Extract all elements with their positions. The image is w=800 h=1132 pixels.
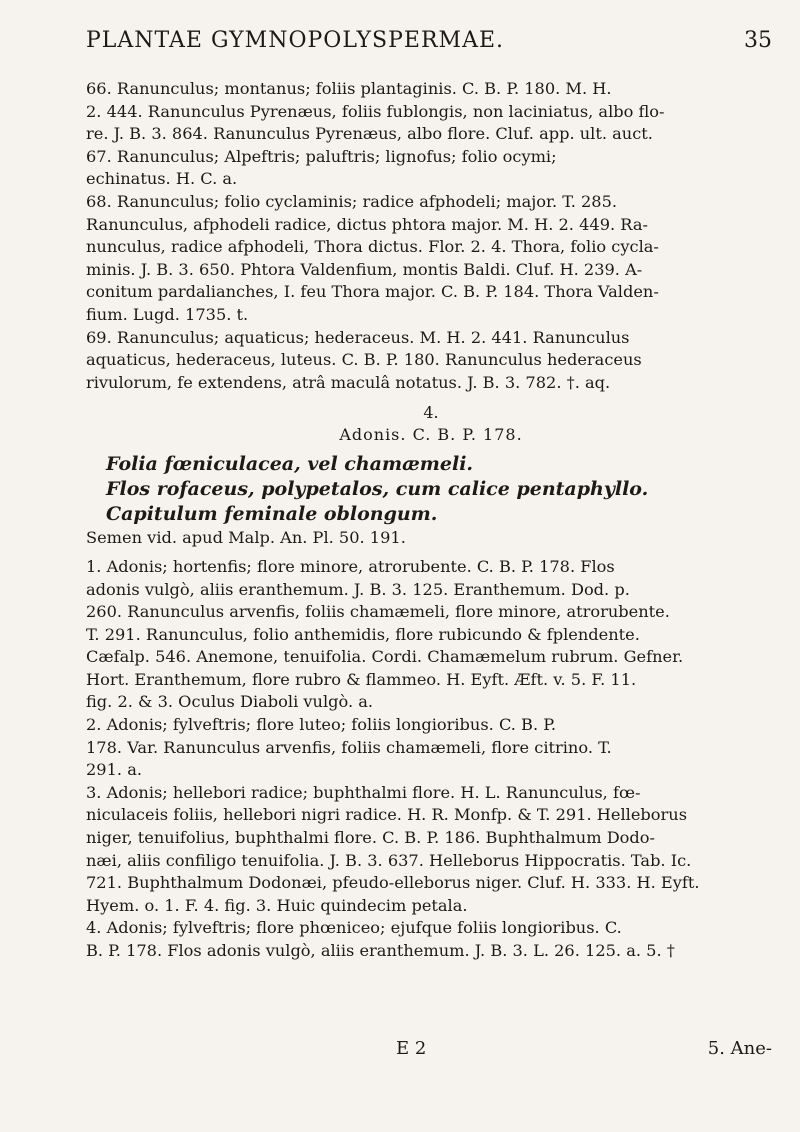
text-line: Cæfalp. 546. Anemone, tenuifolia. Cordi. Chamæmelum rubrum. Gefner. (86, 647, 684, 667)
text-line: B. P. 178. Flos adonis vulgò, aliis eranthemum. J. B. 3. L. 26. 125. a. 5. † (86, 941, 675, 960)
text-line: 260. Ranunculus arvenfis, foliis chamæmeli, flore minore, atrorubente. (86, 602, 670, 622)
text-line: 66. Ranunculus; montanus; foliis plantaginis. C. B. P. 180. M. H. (86, 79, 612, 98)
text-line: 2. Adonis; fylveftris; flore luteo; foliis longioribus. C. B. P. (86, 715, 556, 735)
text-line: 68. Ranunculus; folio cyclaminis; radice afphodeli; major. T. 285. (86, 191, 618, 211)
text-line: Hyem. o. 1. F. 4. fig. 3. Huic quindecim petala. (86, 895, 468, 915)
text-line: adonis vulgò, aliis eranthemum. J. B. 3. 125. Eranthemum. Dod. p. (86, 579, 630, 599)
text-line: niger, tenuifolius, buphthalmi flore. C. B. P. 186. Buphthalmum Dodo- (86, 828, 655, 848)
text-line: Hort. Eranthemum, flore rubro & flammeo. H. Eyft. Æft. v. 5. F. 11. (86, 669, 637, 689)
text-line: Ranunculus, afphodeli radice, dictus phtora major. M. H. 2. 449. Ra- (86, 214, 648, 234)
text-line: rivulorum, fe extendens, atrâ maculâ notatus. J. B. 3. 782. †. aq. (86, 372, 611, 392)
section-heading: Adonis. C. B. P. 178. (339, 425, 523, 445)
text-line: fium. Lugd. 1735. t. (86, 304, 249, 324)
text-line: 1. Adonis; hortenfis; flore minore, atrorubente. C. B. P. 178. Flos (86, 556, 615, 576)
text-line: 3. Adonis; hellebori radice; buphthalmi flore. H. L. Ranunculus, fœ- (86, 782, 641, 802)
text-line: 67. Ranunculus; Alpeftris; paluftris; lignofus; folio ocymi; (86, 146, 557, 166)
header-title: PLANTAE GYMNOPOLYSPERMAE. (86, 28, 505, 53)
catchword: 5. Ane- (707, 1038, 772, 1059)
text-line: 4. Adonis; fylveftris; flore phœniceo; ejufque foliis longioribus. C. (86, 918, 622, 938)
character-line: Capitulum feminale oblongum. (106, 503, 438, 526)
text-line: næi, aliis confiligo tenuifolia. J. B. 3. 637. Helleborus Hippocratis. Tab. Ic. (86, 850, 692, 870)
text-line: niculaceis foliis, hellebori nigri radice. H. R. Monfp. & T. 291. Helleborus (86, 805, 687, 825)
text-line: nunculus, radice afphodeli, Thora dictus. Flor. 2. 4. Thora, folio cycla- (86, 237, 659, 257)
semen-note: Semen vid. apud Malp. An. Pl. 50. 191. (86, 528, 406, 548)
text-line: 2. 444. Ranunculus Pyrenæus, foliis fublongis, non laciniatus, albo flo- (86, 101, 665, 121)
text-line: 291. a. (86, 760, 142, 780)
text-line: conitum pardalianches, I. feu Thora major. C. B. P. 184. Thora Valden- (86, 282, 659, 302)
text-line: re. J. B. 3. 864. Ranunculus Pyrenæus, albo flore. Cluf. app. ult. auct. (86, 124, 653, 144)
text-line: 178. Var. Ranunculus arvenfis, foliis chamæmeli, flore citrino. T. (86, 737, 612, 757)
text-line: echinatus. H. C. a. (86, 169, 238, 189)
text-body (86, 78, 776, 963)
running-header (86, 28, 772, 68)
text-line: 69. Ranunculus; aquaticus; hederaceus. M. H. 2. 441. Ranunculus (86, 327, 630, 347)
text-line: aquaticus, hederaceus, luteus. C. B. P. 180. Ranunculus hederaceus (86, 350, 642, 370)
text-line: T. 291. Ranunculus, folio anthemidis, flore rubicundo & fplendente. (86, 624, 640, 644)
text-line: minis. J. B. 3. 650. Phtora Valdenfium, montis Baldi. Cluf. H. 239. A- (86, 259, 643, 279)
character-line: Flos rofaceus, polypetalos, cum calice pentaphyllo. (106, 478, 649, 501)
signature-mark: E 2 (396, 1038, 427, 1059)
text-line: fig. 2. & 3. Oculus Diaboli vulgò. a. (86, 692, 374, 712)
text-line: 721. Buphthalmum Dodonæi, pfeudo-elleborus niger. Cluf. H. 333. H. Eyft. (86, 873, 700, 893)
character-line: Folia fœniculacea, vel chamæmeli. (106, 453, 474, 476)
page-number: 35 (744, 28, 772, 53)
section-number: 4. (423, 403, 439, 423)
